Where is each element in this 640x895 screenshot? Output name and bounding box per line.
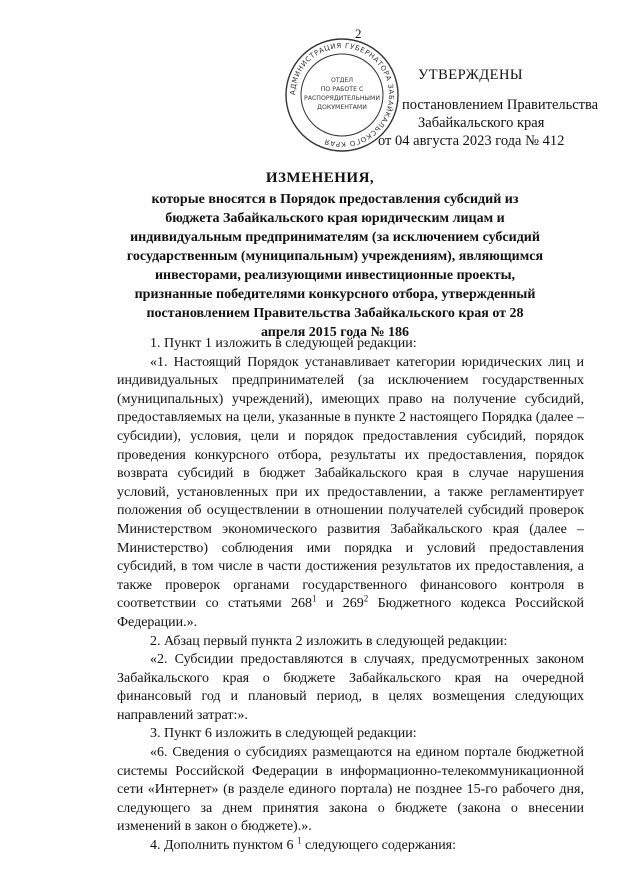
paragraph [117,354,584,633]
stamp-center-line: ДОКУМЕНТАМИ [317,104,367,111]
paragraph: 2. Абзац первый пункта 2 изложить в следующей редакции: [150,633,508,649]
document-body [117,335,584,856]
superscript: 2 [363,593,369,604]
stamp-center-line: ПО РАБОТЕ С [320,86,364,93]
paragraph: «6. Сведения о субсидиях размещаются на едином портале бюджетной системы Российской Федерации в информационно-телекоммуникационной сети «Интернет» (в разделе единого портала) не позднее 15-го рабочего дня, следующего за днем принятия закона о бюджете (закона о внесении изменений в закон о бюджете).». [117,745,584,835]
approval-line: Забайкальского края [418,115,545,131]
paragraph: 3. Пункт 6 изложить в следующей редакции: [150,726,417,742]
stamp-ring-text: АДМИНИСТРАЦИЯ ГУБЕРНАТОРА ЗАБАЙКАЛЬСКОГО КРАЯ [288,41,396,149]
paragraph: «2. Субсидии предоставляются в случаях, предусмотренных законом Забайкальского края о бюджете Забайкальского края на очередной финансовый год и плановый период, в целях возмещения следующих направлений затрат:». [117,652,584,723]
approval-line: постановлением Правительства [402,97,599,113]
paragraph-text: 4. Дополнить пунктом 6 [150,838,297,854]
paragraph-text: «1. Настоящий Порядок устанавливает категории юридических лиц и индивидуальных предпринимателей (за исключением государственных (муниципальных) учреждений), имеющих право на получение субсидий, предоставляемых на цели, указанные в пункте 2 настоящего Порядка (далее – субсидии), условия, цели и порядок предоставления субсидий, порядок проведения конкурсного отбора, результаты их предоставления, порядок возврата субсидий в бюджет Забайкальского края в случае нарушения условий, установленных при их предоставлении, а также регламентирует положения об осуществлении в отношении получателей субсидий проверок Министерством экономического развития Забайкальского края (далее – Министерство) соблюдения ими порядка и условий предоставления субсидий, в том числе в части достижения результатов их предоставления, а также проверок органами государственного финансового контроля в соответствии со статьями 268 [117,354,584,612]
paragraph-text: следующего содержания: [301,838,457,854]
document-title: ИЗМЕНЕНИЯ, [265,170,375,186]
paragraph [117,837,584,856]
superscript: 1 [312,593,317,604]
superscript: 1 [296,835,302,846]
approval-title: УТВЕРЖДЕНЫ [418,67,524,83]
stamp-center-line: ОТДЕЛ [330,77,354,84]
paragraph-text: Бюджетного кодекса Российской Федерации.». [117,596,585,630]
stamp-center-line: РАСПОРЯДИТЕЛЬНЫМИ [304,95,380,102]
paragraph-text: и 269 [316,596,364,612]
approval-line: от 04 августа 2023 года № 412 [378,133,565,149]
page-number: 2 [355,26,362,41]
paragraph: 1. Пункт 1 изложить в следующей редакции: [150,336,417,351]
document-subtitle: которые вносятся в Порядок предоставления субсидий из бюджета Забайкальского края юридическим лицам и индивидуальным предпринимателям (за исключением субсидий государственным (муниципальным) учреждениям), являющимся инвесторами, реализующими инвестиционные проекты, признанные победителями конкурсного отбора, утвержденный постановлением Правительства Забайкальского края от 28 апреля 2015 года № 186 [126,192,544,340]
